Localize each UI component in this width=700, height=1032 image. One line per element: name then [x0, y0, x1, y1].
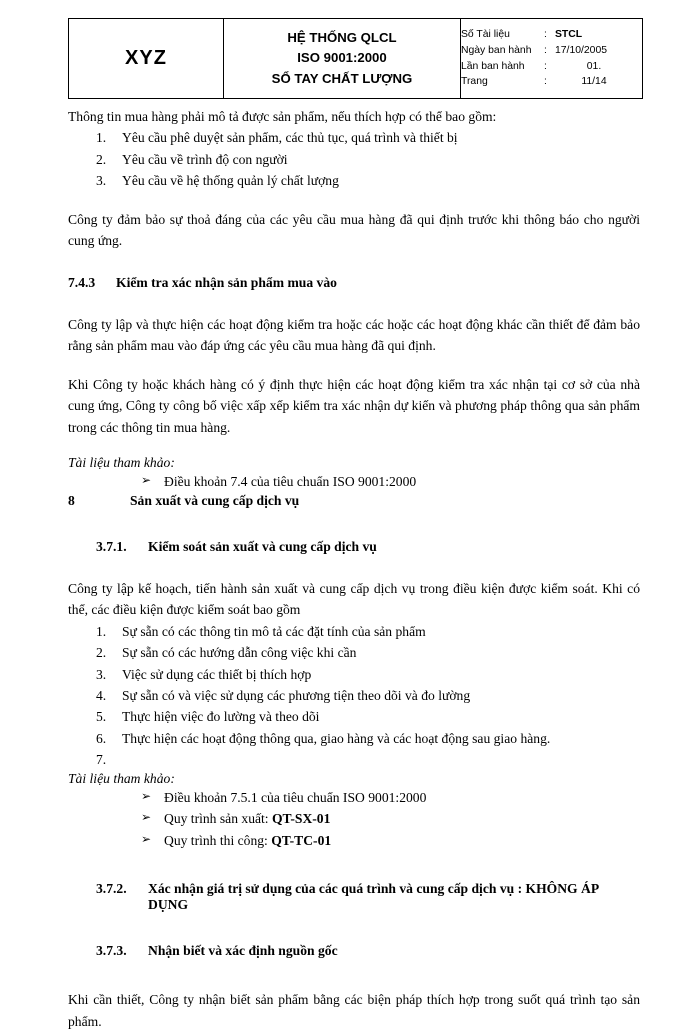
heading-number: 3.7.1. — [96, 538, 127, 554]
list-item-text: Điều khoản 7.5.1 của tiêu chuẩn ISO 9001:2000 — [164, 789, 427, 805]
arrow-bullet-icon: ➢ — [141, 831, 152, 846]
spacer — [68, 851, 640, 881]
heading-8 — [68, 493, 640, 509]
list-item-number: 4. — [96, 687, 107, 703]
spacer — [68, 555, 640, 578]
spacer — [68, 192, 640, 209]
list-item — [68, 787, 640, 808]
meta-label-issue-date: Ngày ban hành — [461, 44, 532, 56]
list-item — [68, 749, 640, 770]
meta-label-doc-number: Số Tài liệu — [461, 28, 510, 40]
meta-value-page: 11/14 — [581, 76, 607, 88]
list-item-number: 2. — [96, 645, 107, 661]
meta-colon-doc-number: : — [544, 28, 547, 40]
reference-list-1 — [68, 471, 640, 492]
list-item — [68, 471, 640, 492]
meta-row-doc-number — [461, 27, 642, 43]
header-meta-cell — [461, 19, 643, 99]
list-item-label — [122, 749, 640, 770]
reference-label-1: Tài liệu tham khảo: — [68, 455, 175, 471]
meta-label-page: Trang — [461, 76, 488, 88]
heading-number: 8 — [68, 492, 75, 508]
meta-value-issue-date: 17/10/2005 — [555, 44, 608, 56]
heading-7-4-3 — [68, 275, 640, 291]
header-title-line-2: ISO 9001:2000 — [297, 50, 387, 66]
list-item — [68, 685, 640, 706]
spacer — [68, 252, 640, 275]
list-item — [68, 170, 640, 191]
list-item-label: Thực hiện các hoạt động thông qua, giao hàng và các hoạt động sau giao hàng. — [122, 730, 551, 746]
spacer — [68, 291, 640, 314]
arrow-bullet-icon: ➢ — [141, 810, 152, 825]
reference-label-2: Tài liệu tham khảo: — [68, 770, 175, 786]
heading-number: 7.4.3 — [68, 274, 96, 290]
list-item-text: Quy trình thi công: — [164, 832, 272, 848]
reference-list-2 — [68, 787, 640, 851]
list-item-label: Yêu cầu phê duyệt sản phẩm, các thủ tục, quá trình và thiết bị — [122, 130, 458, 146]
list-controlled-conditions — [68, 621, 640, 771]
header-title-line-3: SỔ TAY CHẤT LƯỢNG — [271, 70, 413, 86]
list-item-label — [164, 808, 640, 829]
heading-3-7-2 — [68, 881, 640, 913]
paragraph-verification-1: Công ty lập và thực hiện các hoạt động kiểm tra hoặc các hoặc các hoạt động khác cần thiết để đảm bảo rằng sản phẩm mau vào đáp ứng các yêu cầu mua hàng đã qui định. — [68, 316, 640, 354]
paragraph-verification-2: Khi Công ty hoặc khách hàng có ý định thực hiện các hoạt động kiểm tra xác nhận tại cơ sở của nhà cung ứng, Công ty công bố việc xấp xếp kiểm tra xác nhận dự kiến và phương pháp thông qua sản phẩm trong các thông tin mua hàng. — [68, 376, 640, 435]
list-item — [68, 149, 640, 170]
list-item-label: Việc sử dụng các thiết bị thích hợp — [122, 666, 312, 682]
spacer — [68, 438, 640, 455]
meta-row-page — [461, 74, 642, 90]
arrow-bullet-icon: ➢ — [141, 473, 152, 488]
list-item-number: 1. — [96, 130, 107, 146]
list-item — [68, 808, 640, 829]
heading-label: Xác nhận giá trị sử dụng của các quá trình và cung cấp dịch vụ : KHÔNG ÁP DỤNG — [148, 881, 599, 913]
list-item-number: 5. — [96, 709, 107, 725]
meta-colon-page: : — [544, 76, 547, 88]
list-item — [68, 728, 640, 749]
document-code: QT-TC-01 — [271, 832, 332, 848]
list-item — [68, 642, 640, 663]
list-item-label — [164, 787, 640, 808]
list-item — [68, 830, 640, 851]
heading-label: Kiểm soát sản xuất và cung cấp dịch vụ — [148, 538, 377, 554]
heading-label: Sản xuất và cung cấp dịch vụ — [130, 492, 300, 508]
spacer — [68, 913, 640, 943]
company-logo-text: XYZ — [125, 47, 167, 69]
list-purchase-requirements — [68, 127, 640, 191]
list-item — [68, 621, 640, 642]
header-title-line-1: HỆ THỐNG QLCL — [287, 30, 397, 46]
heading-label: Kiểm tra xác nhận sản phẩm mua vào — [116, 274, 337, 290]
list-item-number: 3. — [96, 173, 107, 189]
list-item-label: Điều khoản 7.4 của tiêu chuẩn ISO 9001:2000 — [164, 474, 417, 490]
list-item-number: 6. — [96, 730, 107, 746]
list-item-number: 1. — [96, 623, 107, 639]
spacer — [68, 357, 640, 374]
meta-colon-revision: : — [544, 60, 547, 72]
meta-row-issue-date — [461, 43, 642, 59]
list-item-label: Sự sẵn có các thông tin mô tả các đặt tính của sản phẩm — [122, 623, 426, 639]
list-item-number: 2. — [96, 151, 107, 167]
meta-value-revision: 01. — [586, 60, 602, 72]
heading-3-7-3 — [68, 943, 640, 959]
spacer — [68, 509, 640, 539]
list-item-label: Yêu cầu về hệ thống quản lý chất lượng — [122, 173, 339, 189]
heading-label: Nhận biết và xác định nguồn gốc — [148, 943, 338, 959]
heading-number: 3.7.3. — [96, 943, 127, 959]
list-item-label — [164, 830, 640, 851]
list-item-label: Yêu cầu về trình độ con người — [122, 151, 288, 167]
paragraph-supplier-assurance: Công ty đảm bảo sự thoả đáng của các yêu cầu mua hàng đã qui định trước khi thông báo cho người cung ứng. — [68, 211, 640, 249]
list-item — [68, 664, 640, 685]
list-item-number: 3. — [96, 666, 107, 682]
header-title-cell — [224, 19, 461, 99]
document-body — [68, 106, 640, 1032]
list-item-label: Sự sẵn có các hướng dẫn công việc khi cần — [122, 645, 357, 661]
paragraph-controlled-conditions: Công ty lập kế hoạch, tiến hành sản xuất và cung cấp dịch vụ trong điều kiện được kiểm soát. Khi có thể, các điều kiện được kiểm soát bao gồm — [68, 580, 640, 618]
list-item — [68, 127, 640, 148]
list-item-label: Sự sẵn có và việc sử dụng các phương tiện theo dõi và đo lường — [122, 687, 471, 703]
meta-label-revision: Lần ban hành — [461, 60, 525, 72]
arrow-bullet-icon: ➢ — [141, 788, 152, 803]
paragraph-identification: Khi cần thiết, Công ty nhận biết sản phẩm bằng các biện pháp thích hợp trong suốt quá trình tạo sản phẩm. — [68, 992, 640, 1029]
document-header-table — [68, 18, 643, 99]
header-logo-cell — [69, 19, 224, 99]
meta-row-revision — [461, 59, 642, 75]
list-item-text: Quy trình sản xuất: — [164, 811, 272, 827]
header-row — [69, 19, 643, 99]
document-code: QT-SX-01 — [271, 811, 331, 827]
paragraph-purchase-info: Thông tin mua hàng phải mô tả được sản phẩm, nếu thích hợp có thể bao gồm: — [68, 109, 497, 124]
list-item-label: Thực hiện việc đo lường và theo dõi — [122, 709, 320, 725]
heading-3-7-1 — [68, 539, 640, 555]
meta-value-doc-number: STCL — [555, 28, 583, 40]
meta-colon-issue-date: : — [544, 44, 547, 56]
heading-number: 3.7.2. — [96, 881, 127, 897]
spacer — [68, 959, 640, 989]
list-item-number: 7. — [96, 752, 107, 768]
list-item — [68, 706, 640, 727]
